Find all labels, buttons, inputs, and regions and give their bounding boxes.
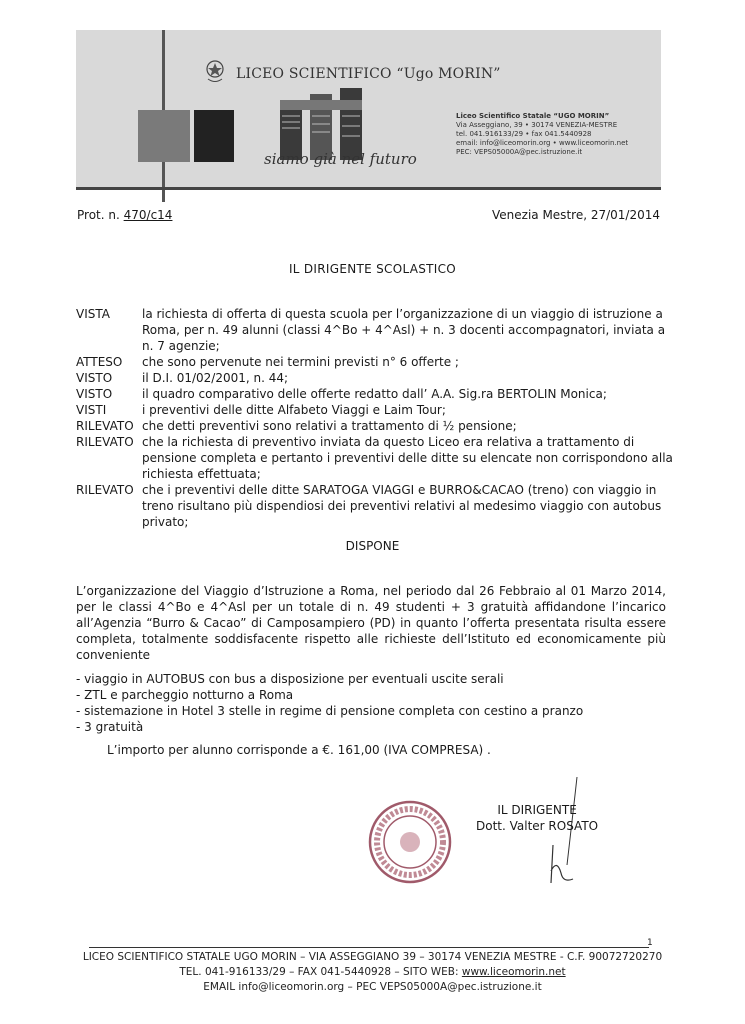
footer-contacts: TEL. 041-916133/29 – FAX 041-5440928 – SITO WEB:	[179, 966, 462, 978]
school-stamp-icon	[368, 800, 452, 884]
clause	[76, 482, 676, 530]
clause-key: VISTO	[76, 387, 113, 401]
document-date: Venezia Mestre, 27/01/2014	[492, 208, 660, 222]
clause-key: ATTESO	[76, 355, 123, 369]
service-bullets	[76, 671, 583, 735]
clauses-list	[76, 306, 676, 530]
page-number: 1	[647, 938, 653, 948]
list-item: - sistemazione in Hotel 3 stelle in regime di pensione completa con cestino a pranzo	[76, 704, 584, 718]
dispone-heading: DISPONE	[345, 539, 400, 553]
clause-key: VISTA	[76, 307, 110, 321]
clause-text: che i preventivi delle ditte SARATOGA VIAGGI e BURRO&CACAO (treno) con viaggio in treno risultano più dispendiosi dei preventivi relativi al medesimo viaggio con autobus privato;	[142, 483, 662, 529]
protocol-number	[77, 208, 172, 222]
address-pec: PEC: VEPS05000A@pec.istruzione.it	[456, 148, 583, 156]
clause-text: la richiesta di offerta di questa scuola per l’organizzazione di un viaggio di istruzione a Roma, per n. 49 alunni (classi 4^Bo + 4^Asl) + n. 3 docenti accompagnatori, inviata a n. 7 agenzie;	[142, 307, 666, 353]
logo-square-grey	[138, 110, 190, 162]
header-bottom-line	[76, 187, 661, 190]
school-slogan: siamo già nel futuro	[264, 150, 417, 168]
document-heading: IL DIRIGENTE SCOLASTICO	[288, 262, 457, 276]
clause	[76, 434, 676, 482]
footer-website-link[interactable]: www.liceomorin.net	[461, 966, 566, 978]
clause	[76, 386, 676, 402]
clause-key: RILEVATO	[76, 435, 134, 449]
list-item: - ZTL e parcheggio notturno a Roma	[76, 688, 294, 702]
clause-text: il quadro comparativo delle offerte redatto dall’ A.A. Sig.ra BERTOLIN Monica;	[142, 387, 607, 401]
letterhead	[76, 30, 661, 190]
clause	[76, 370, 676, 386]
protocol-label: Prot. n.	[77, 208, 120, 222]
republic-emblem-icon	[204, 58, 226, 84]
list-item: - 3 gratuità	[76, 720, 144, 734]
logo-square-dark	[194, 110, 234, 162]
address-name: Liceo Scientifico Statale “UGO MORIN”	[456, 112, 610, 120]
clause	[76, 402, 676, 418]
clause-text: il D.I. 01/02/2001, n. 44;	[142, 371, 289, 385]
protocol-value: 470/c14	[123, 208, 173, 222]
footer-line-3: EMAIL info@liceomorin.org – PEC VEPS05000A@pec.istruzione.it	[203, 981, 542, 993]
clause-text: i preventivi delle ditte Alfabeto Viaggi e Laim Tour;	[142, 403, 446, 417]
main-paragraph: L’organizzazione del Viaggio d’Istruzione a Roma, nel periodo dal 26 Febbraio al 01 Marzo 2014, per le classi 4^Bo e 4^Asl per un totale di n. 49 studenti + 3 gratuità affidandone l’incarico all’Agenzia “Burro & Cacao” di Camposampiero (PD) in quanto l’offerta presentata risulta essere completa, totalmente soddisfacente rispetto alle richieste dell’Istituto ed economicamente più conveniente	[76, 584, 666, 662]
school-m-logo	[280, 86, 390, 160]
address-tel: tel. 041.916133/29 • fax 041.5440928	[456, 130, 592, 138]
clause-text: che la richiesta di preventivo inviata da questo Liceo era relativa a trattamento di pensione completa e pertanto i preventivi delle ditte su elencate non corrispondono alla richiesta effettuata;	[142, 435, 673, 481]
clause	[76, 418, 676, 434]
signatory-name: Dott. Valter ROSATO	[476, 819, 599, 833]
footer-line-2	[0, 965, 745, 980]
signatory-role: IL DIRIGENTE	[497, 803, 577, 817]
address-street: Via Asseggiano, 39 • 30174 VENEZIA-MESTRE	[456, 121, 618, 129]
footer-rule	[89, 947, 649, 948]
footer-line-1: LICEO SCIENTIFICO STATALE UGO MORIN – VIA ASSEGGIANO 39 – 30174 VENEZIA MESTRE - C.F. 90072720270	[82, 951, 663, 963]
clause	[76, 354, 676, 370]
school-title: LICEO SCIENTIFICO “Ugo MORIN”	[236, 66, 501, 82]
header-address	[456, 112, 628, 157]
address-email: email: info@liceomorin.org • www.liceomorin.net	[456, 139, 629, 147]
clause-key: VISTO	[76, 371, 113, 385]
list-item: - viaggio in AUTOBUS con bus a disposizione per eventuali uscite serali	[76, 672, 504, 686]
clause-text: che sono pervenute nei termini previsti n° 6 offerte ;	[142, 355, 459, 369]
clause-key: VISTI	[76, 403, 107, 417]
page-footer	[0, 950, 745, 995]
clause-key: RILEVATO	[76, 483, 134, 497]
clause	[76, 306, 676, 354]
clause-text: che detti preventivi sono relativi a trattamento di ½ pensione;	[142, 419, 517, 433]
clause-key: RILEVATO	[76, 419, 134, 433]
price-per-student: L’importo per alunno corrisponde a €. 161,00 (IVA COMPRESA) .	[107, 743, 491, 757]
signature-block	[476, 802, 598, 834]
